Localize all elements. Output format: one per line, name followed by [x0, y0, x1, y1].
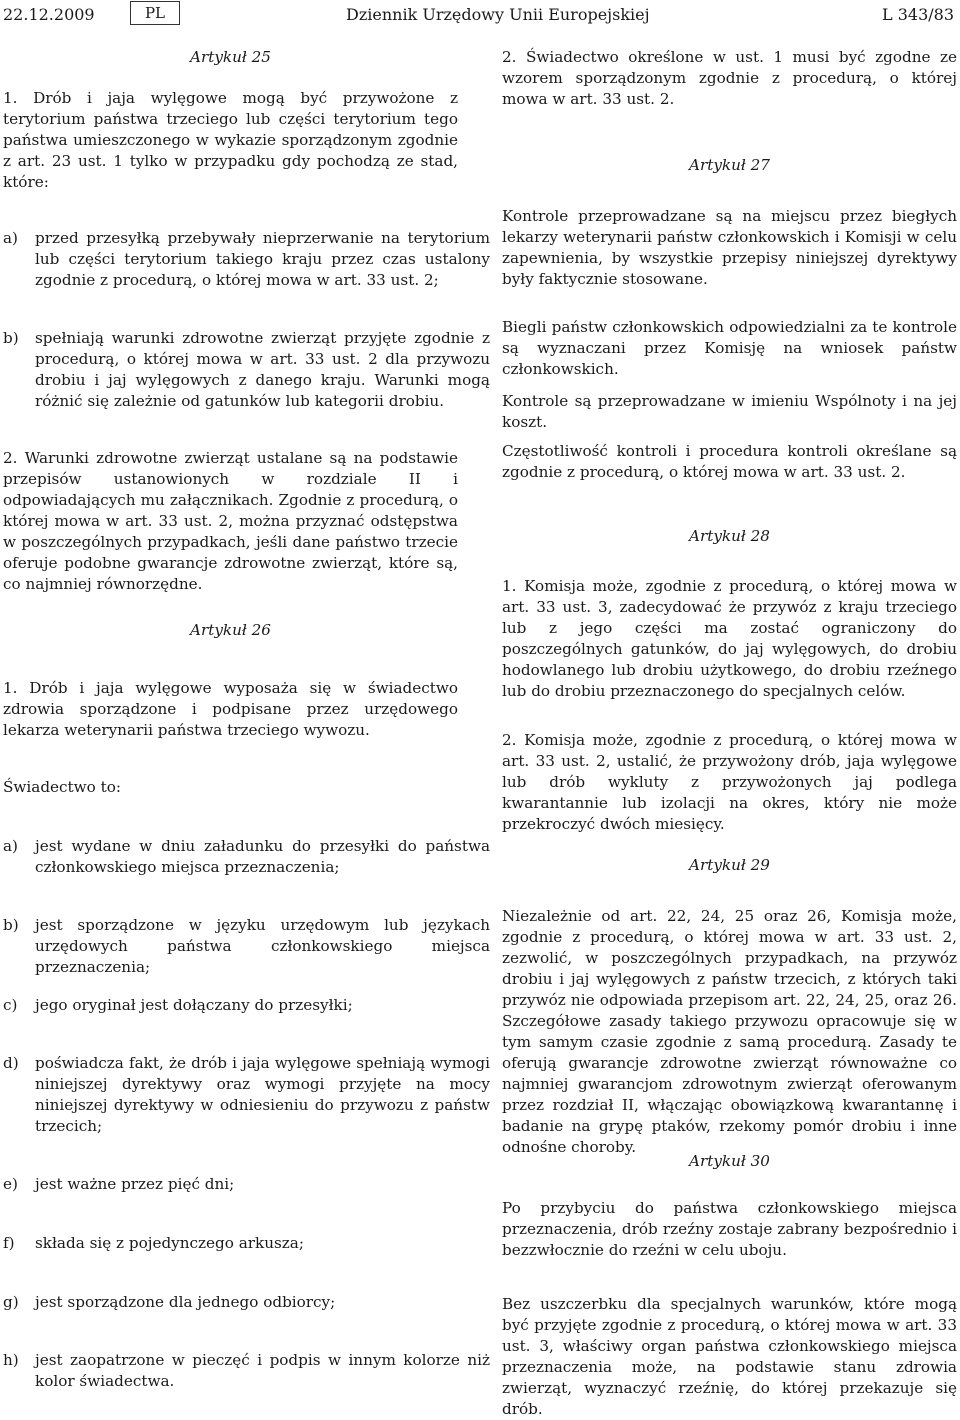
journal-title: Dziennik Urzędowy Unii Europejskiej — [346, 5, 650, 24]
article-26-item-e — [3, 1174, 490, 1195]
article-30-heading: Artykuł 30 — [689, 1152, 770, 1170]
header-date: 22.12.2009 — [3, 5, 95, 24]
item-text: jest sporządzone dla jednego odbiorcy; — [35, 1293, 336, 1311]
item-label: f) — [3, 1234, 15, 1252]
article-26-item-c — [3, 995, 490, 1016]
item-text: jego oryginał jest dołączany do przesyłki; — [35, 996, 353, 1014]
article-25-heading: Artykuł 25 — [190, 48, 271, 66]
item-label: a) — [3, 837, 18, 855]
article-25-item-a — [3, 228, 490, 291]
article-26-item-d — [3, 1053, 490, 1137]
item-text: spełniają warunki zdrowotne zwierząt przyjęte zgodnie z procedurą, o której mowa w art. 33 ust. 2 dla przywozu drobiu i jaj wylęgowych z danego kraju. Warunki mogą różnić się zależnie od gatunków lub kategorii drobiu. — [35, 329, 490, 410]
item-text: jest wydane w dniu załadunku do przesyłki do państwa członkowskiego miejsca przeznaczenia; — [35, 837, 490, 876]
article-25-paragraph-2: 2. Warunki zdrowotne zwierząt ustalane są na podstawie przepisów ustanowionych w rozdziale II i odpowiadających mu załącznikach. Zgodnie z procedurą, o której mowa w art. 33 ust. 2, można przyznać odstępstwa w poszczególnych przypadkach, jeśli dane państwo trzecie oferuje podobne gwarancje zdrowotne zwierząt, które są, co najmniej równorzędne. — [3, 449, 458, 593]
article-26-item-h — [3, 1350, 490, 1392]
article-26-intro: Świadectwo to: — [3, 778, 121, 796]
article-26-paragraph-1: 1. Drób i jaja wylęgowe wyposaża się w świadectwo zdrowia sporządzone i podpisane przez urzędowego lekarza weterynarii państwa trzeciego wywozu. — [3, 679, 458, 739]
article-28-paragraph-2: 2. Komisja może, zgodnie z procedurą, o której mowa w art. 33 ust. 2, ustalić, że przywożony drób, jaja wylęgowe lub drób wykluty z przywożonych jaj podlega kwarantannie lub izolacji na okres, który nie może przekroczyć dwóch miesięcy. — [502, 731, 957, 833]
article-25-item-b — [3, 328, 490, 412]
article-29-heading: Artykuł 29 — [689, 856, 770, 874]
language-badge: PL — [130, 1, 180, 25]
article-27-paragraph-2: Biegli państw członkowskich odpowiedzialni za te kontrole są wyznaczani przez Komisję na wniosek państw członkowskich. — [502, 318, 957, 378]
article-27-paragraph-3: Kontrole są przeprowadzane w imieniu Wspólnoty i na jej koszt. — [502, 392, 957, 431]
article-30-paragraph-1: Po przybyciu do państwa członkowskiego miejsca przeznaczenia, drób rzeźny zostaje zabrany bezpośrednio i bezzwłocznie do rzeźni w celu uboju. — [502, 1199, 957, 1259]
article-29-paragraph-1: Niezależnie od art. 22, 24, 25 oraz 26, Komisja może, zgodnie z procedurą, o której mowa w art. 33 ust. 2, zezwolić, w poszczególnych przypadkach, na przywóz drobiu i jaj wylęgowych z państw trzecich, z których taki przywóz nie odpowiada przepisom art. 22, 24, 25, oraz 26. Szczegółowe zasady takiego przywozu opracowuje się w tym samym czasie zgodnie z samą procedurą. Zasady te oferują gwarancje zdrowotne zwierząt równoważne co najmniej gwarancjom zdrowotnym zwierząt oferowanym przez rozdział II, włączając obowiązkową kwarantannę i badanie na grypę ptaków, rzekomy pomór drobiu i inne odnośne choroby. — [502, 907, 957, 1156]
article-26-item-g — [3, 1292, 490, 1313]
item-label: b) — [3, 916, 19, 934]
article-27-heading: Artykuł 27 — [689, 156, 770, 174]
article-26-item-a — [3, 836, 490, 878]
article-27-paragraph-4: Częstotliwość kontroli i procedura kontroli określane są zgodnie z procedurą, o której mowa w art. 33 ust. 2. — [502, 442, 957, 481]
item-label: d) — [3, 1054, 19, 1072]
item-text: składa się z pojedynczego arkusza; — [35, 1234, 304, 1252]
item-label: b) — [3, 329, 19, 347]
article-26-item-b — [3, 915, 490, 978]
item-text: przed przesyłką przebywały nieprzerwanie na terytorium lub części terytorium takiego kraju przez czas ustalony zgodnie z procedurą, o której mowa w art. 33 ust. 2; — [35, 229, 490, 289]
page-header — [0, 0, 960, 30]
item-label: e) — [3, 1175, 18, 1193]
article-28-paragraph-1: 1. Komisja może, zgodnie z procedurą, o której mowa w art. 33 ust. 3, zadecydować że przywóz z kraju trzeciego lub z jego części ma zostać ograniczony do poszczególnych gatunków, do jaj wylęgowych, do drobiu hodowlanego lub drobiu użytkowego, do drobiu rzeźnego lub do drobiu przeznaczonego do specjalnych celów. — [502, 577, 957, 700]
item-label: h) — [3, 1351, 19, 1369]
item-label: g) — [3, 1293, 19, 1311]
article-26-item-f — [3, 1233, 490, 1254]
item-text: poświadcza fakt, że drób i jaja wylęgowe spełniają wymogi niniejszej dyrektywy oraz wymogi przyjęte na mocy niniejszej dyrektywy w odniesieniu do przywozu z państw trzecich; — [35, 1054, 490, 1135]
item-label: c) — [3, 996, 18, 1014]
article-28-heading: Artykuł 28 — [689, 527, 770, 545]
article-25-paragraph-1: 1. Drób i jaja wylęgowe mogą być przywożone z terytorium państwa trzeciego lub części terytorium tego państwa umieszczonego w wykazie sporządzonym zgodnie z art. 23 ust. 1 tylko w przypadku gdy pochodzą ze stad, które: — [3, 89, 458, 191]
item-label: a) — [3, 229, 18, 247]
item-text: jest ważne przez pięć dni; — [35, 1175, 235, 1193]
article-26-paragraph-2: 2. Świadectwo określone w ust. 1 musi być zgodne ze wzorem sporządzonym zgodnie z procedurą, o której mowa w art. 33 ust. 2. — [502, 48, 957, 108]
article-26-heading: Artykuł 26 — [190, 621, 271, 639]
item-text: jest sporządzone w języku urzędowym lub językach urzędowych państwa członkowskiego miejsca przeznaczenia; — [35, 916, 490, 976]
article-30-paragraph-2: Bez uszczerbku dla specjalnych warunków, które mogą być przyjęte zgodnie z procedurą, o której mowa w art. 33 ust. 3, właściwy organ państwa członkowskiego miejsca przeznaczenia może, na podstawie stanu zdrowia zwierząt, wyznaczyć rzeźnię, do której przekazuje się drób. — [502, 1295, 957, 1418]
item-text: jest zaopatrzone w pieczęć i podpis w innym kolorze niż kolor świadectwa. — [35, 1351, 490, 1390]
article-27-paragraph-1: Kontrole przeprowadzane są na miejscu przez biegłych lekarzy weterynarii państw członkowskich i Komisji w celu zapewnienia, by wszystkie przepisy niniejszej dyrektywy były faktycznie stosowane. — [502, 207, 957, 288]
page-reference: L 343/83 — [882, 5, 954, 24]
